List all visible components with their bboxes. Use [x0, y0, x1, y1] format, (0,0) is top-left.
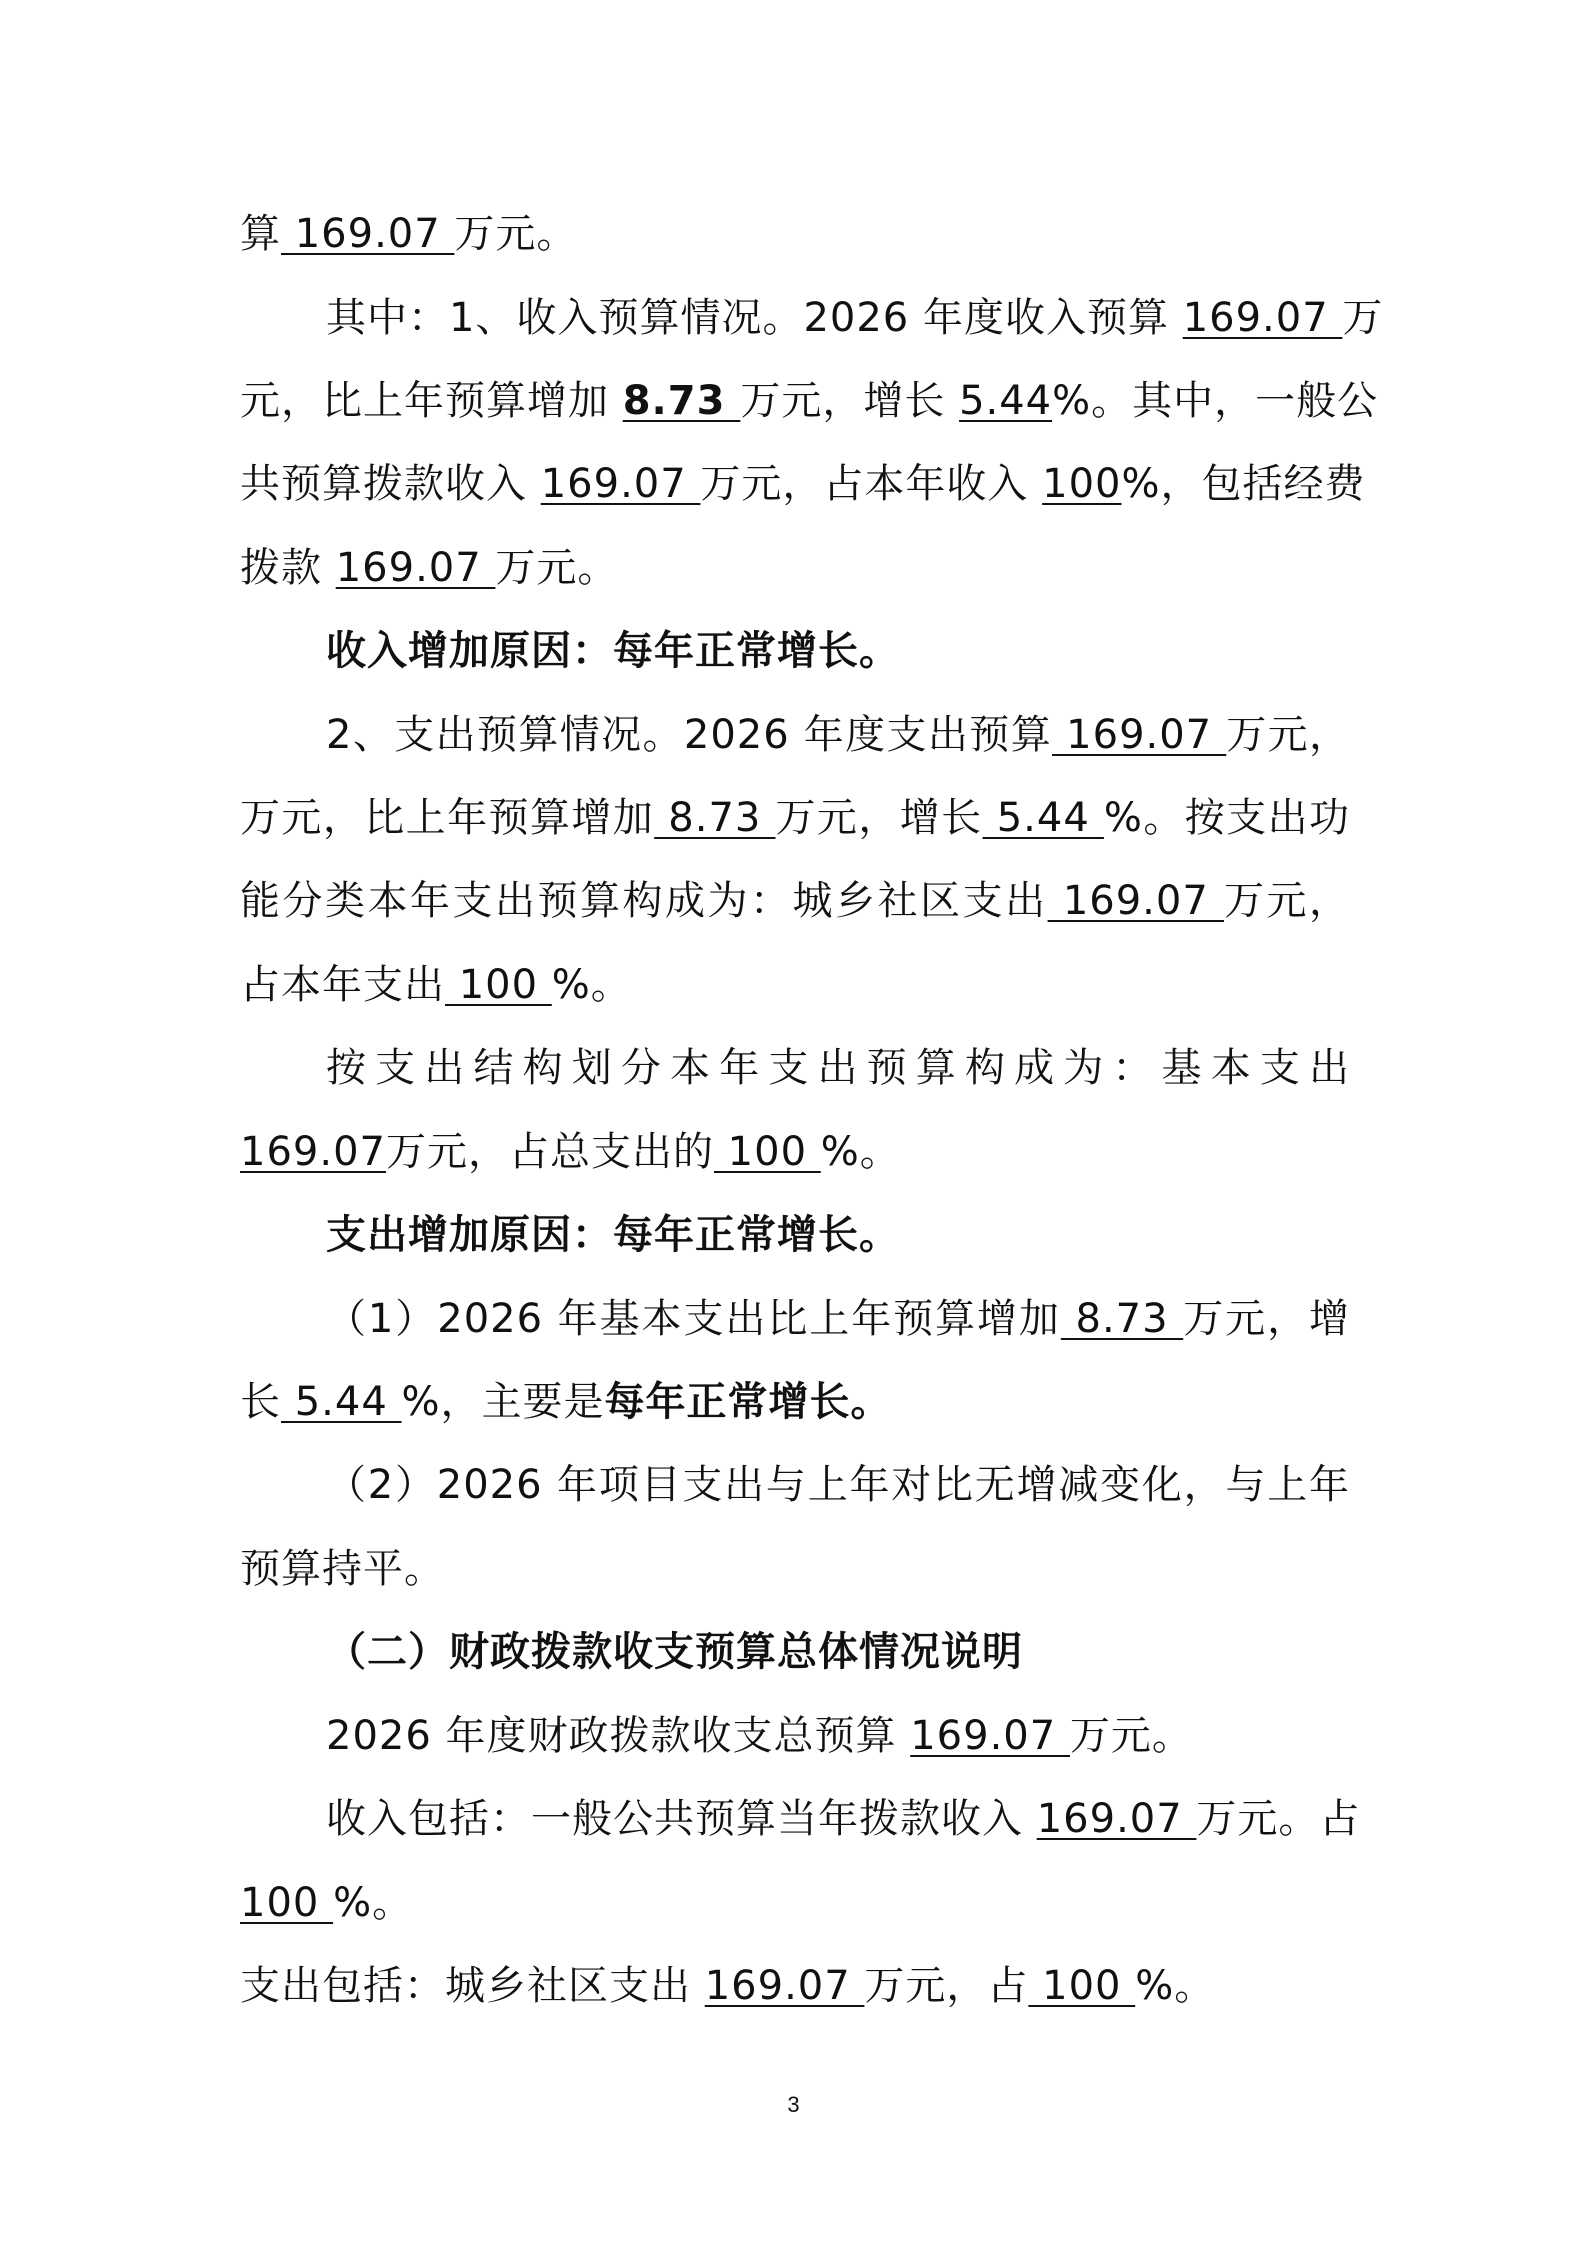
section-heading — [326, 1624, 1350, 1680]
text: 万元。 — [495, 545, 619, 591]
text: 万 — [1342, 295, 1384, 341]
text: 收入增加原因：每年正常增长。 — [326, 628, 900, 674]
paragraph-line — [240, 540, 1350, 596]
text: 共预算拨款收入 — [240, 461, 541, 507]
text: 万元，比上年预算增加 — [240, 795, 655, 841]
page-number: 3 — [787, 2092, 800, 2117]
amount-underlined: 169.07 — [1036, 1796, 1197, 1842]
text: %。 — [1135, 1963, 1216, 2009]
text: %。 — [820, 1129, 901, 1175]
paragraph-line — [326, 1791, 1361, 1847]
text: 能分类本年支出预算构成为：城乡社区支出 — [240, 878, 1048, 924]
amount-underlined: 169.07 — [704, 1963, 865, 2009]
amount-underlined: 8.73 — [622, 378, 741, 424]
paragraph-line — [240, 373, 1379, 429]
paragraph-line — [326, 707, 1350, 763]
amount-underlined: 169.07 — [335, 545, 496, 591]
percent-underlined: 100 — [1028, 1963, 1136, 2009]
text: %，包括经费 — [1121, 461, 1366, 507]
text: 万元，增长 — [775, 795, 983, 841]
text: 预算持平。 — [240, 1546, 445, 1592]
text: 万元，占 — [864, 1963, 1029, 2009]
text: %。按支出功 — [1103, 795, 1351, 841]
text: 拨款 — [240, 545, 336, 591]
text: 万元。占 — [1196, 1796, 1361, 1842]
percent-underlined: 5.44 — [281, 1379, 402, 1425]
text: （二）财政拨款收支预算总体情况说明 — [326, 1629, 1023, 1675]
text: 元，比上年预算增加 — [240, 378, 623, 424]
text: 算 — [240, 211, 281, 257]
paragraph-line — [240, 206, 1350, 262]
text: 万元。 — [1069, 1713, 1193, 1759]
amount-underlined: 169.07 — [281, 211, 455, 257]
text: 万元，增 — [1183, 1296, 1350, 1342]
text: 占本年支出 — [240, 962, 445, 1008]
text: %。其中，一般公 — [1052, 378, 1379, 424]
amount-underlined: 169.07 — [1182, 295, 1343, 341]
text: %。 — [333, 1880, 414, 1926]
amount-underlined: 8.73 — [1060, 1296, 1184, 1342]
text: 万元， — [1226, 712, 1350, 758]
amount-underlined: 169.07 — [240, 1129, 386, 1175]
paragraph-line — [326, 1040, 1350, 1096]
text: 万元。 — [454, 211, 578, 257]
paragraph-line — [240, 1124, 1350, 1180]
text: 万元，增长 — [740, 378, 960, 424]
section-note — [326, 623, 1350, 679]
paragraph-line — [326, 1291, 1350, 1347]
paragraph-line — [240, 456, 1366, 512]
paragraph-line — [240, 790, 1350, 846]
percent-underlined: 100 — [240, 1880, 334, 1926]
text: （1）2026 年基本支出比上年预算增加 — [326, 1296, 1061, 1342]
text: 2026 年度财政拨款收支总预算 — [326, 1713, 911, 1759]
text: 收入包括：一般公共预算当年拨款收入 — [326, 1796, 1037, 1842]
text: （2）2026 年项目支出与上年对比无增减变化，与上年 — [326, 1462, 1350, 1508]
amount-underlined: 169.07 — [1052, 712, 1227, 758]
paragraph-line — [240, 1374, 1350, 1430]
paragraph-line — [240, 1875, 1350, 1931]
percent-underlined: 100 — [445, 962, 552, 1008]
text: 其中：1、收入预算情况。2026 年度收入预算 — [326, 295, 1183, 341]
section-note — [326, 1207, 1350, 1263]
paragraph-line — [240, 1541, 1350, 1597]
text: 2、支出预算情况。2026 年度支出预算 — [326, 712, 1053, 758]
text: 万元， — [1224, 878, 1351, 924]
paragraph-line — [240, 1958, 1350, 2014]
paragraph-line — [326, 290, 1384, 346]
percent-underlined: 100 — [713, 1129, 821, 1175]
text: 支出包括：城乡社区支出 — [240, 1963, 705, 2009]
percent-underlined: 5.44 — [959, 378, 1053, 424]
text: %，主要是 — [401, 1379, 605, 1425]
text: 支出增加原因：每年正常增长。 — [326, 1212, 900, 1258]
paragraph-line — [326, 1708, 1350, 1764]
amount-underlined: 8.73 — [654, 795, 776, 841]
paragraph-line — [240, 957, 1350, 1013]
paragraph-line — [240, 873, 1350, 929]
amount-underlined: 169.07 — [1047, 878, 1224, 924]
percent-underlined: 5.44 — [982, 795, 1104, 841]
text-bold: 每年正常增长。 — [604, 1379, 892, 1425]
amount-underlined: 169.07 — [910, 1713, 1070, 1759]
text: 万元，占总支出的 — [385, 1129, 714, 1175]
text: 按支出结构划分本年支出预算构成为：基本支出 — [326, 1045, 1350, 1091]
text: 长 — [240, 1379, 281, 1425]
percent-underlined: 100 — [1042, 461, 1122, 507]
text: 万元，占本年收入 — [700, 461, 1043, 507]
paragraph-line — [326, 1457, 1350, 1513]
text: %。 — [551, 962, 632, 1008]
amount-underlined: 169.07 — [540, 461, 701, 507]
